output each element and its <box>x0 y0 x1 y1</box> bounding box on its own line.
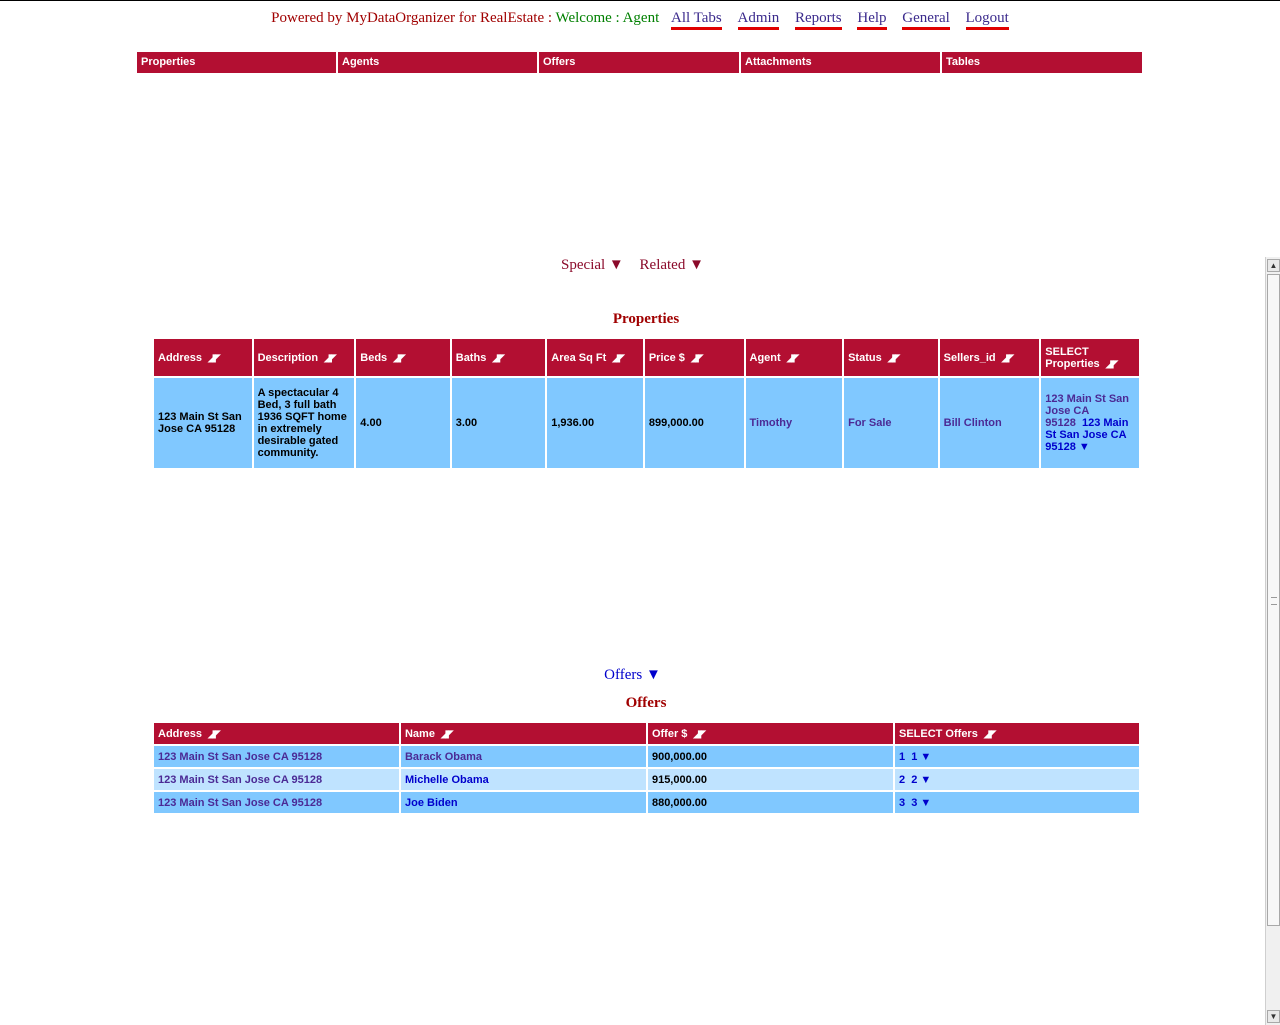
tab-properties[interactable]: Properties <box>137 52 336 73</box>
status-link[interactable]: For Sale <box>848 417 892 429</box>
sort-icon[interactable] <box>984 729 993 740</box>
cell-offer-name[interactable] <box>401 792 646 813</box>
grip-icon <box>1271 597 1277 605</box>
scroll-down-icon[interactable]: ▼ <box>1267 1010 1280 1023</box>
offer-name-link[interactable]: Joe Biden <box>404 796 458 809</box>
tab-agents[interactable]: Agents <box>338 52 537 73</box>
col-sellers-id[interactable]: Sellers_id◢◤ <box>940 339 1040 376</box>
cell-beds: 4.00 <box>356 378 449 468</box>
action-menus <box>0 257 1265 274</box>
scroll-thumb[interactable] <box>1267 274 1280 926</box>
offer-name-link[interactable]: Barack Obama <box>404 750 483 763</box>
offers-table <box>152 721 1141 815</box>
cell-agent[interactable] <box>746 378 843 468</box>
offers-menu-wrap <box>0 667 1265 684</box>
brand-text: Powered by MyDataOrganizer for RealEstate : <box>271 10 556 26</box>
col-area[interactable]: Area Sq Ft◢◤ <box>547 339 643 376</box>
cell-offer-select[interactable] <box>895 769 1139 790</box>
tab-offers[interactable]: Offers <box>539 52 739 73</box>
col-offer-name[interactable]: Name◢◤ <box>401 723 646 744</box>
cell-baths: 3.00 <box>452 378 546 468</box>
cell-offer-name[interactable] <box>401 746 646 767</box>
link-reports[interactable]: Reports <box>795 10 842 30</box>
col-description[interactable]: Description◢◤ <box>254 339 355 376</box>
cell-offer-amount: 900,000.00 <box>648 746 893 767</box>
table-row[interactable] <box>154 378 1139 468</box>
main-tab-bar <box>137 52 1142 73</box>
sort-icon[interactable] <box>787 353 796 364</box>
sort-icon[interactable] <box>691 353 700 364</box>
offers-header-row <box>154 723 1139 744</box>
cell-offer-name[interactable] <box>401 769 646 790</box>
offer-address-link[interactable]: 123 Main St San Jose CA 95128 <box>158 796 323 809</box>
link-help[interactable]: Help <box>857 10 886 30</box>
select-property-menu[interactable]: 123 Main St San Jose CA 95128 ▼ <box>1045 417 1129 453</box>
select-offer-menu[interactable]: 1 ▼ <box>911 750 932 763</box>
offer-name-link[interactable]: Michelle Obama <box>404 773 489 786</box>
sort-icon[interactable] <box>1106 359 1115 370</box>
sort-icon[interactable] <box>208 353 217 364</box>
select-offer-link[interactable]: 1 <box>898 750 906 763</box>
cell-offer-amount: 880,000.00 <box>648 792 893 813</box>
sort-icon[interactable] <box>1002 353 1011 364</box>
col-beds[interactable]: Beds◢◤ <box>356 339 449 376</box>
tab-tables[interactable]: Tables <box>942 52 1142 73</box>
sort-icon[interactable] <box>208 729 217 740</box>
select-offer-menu[interactable]: 2 ▼ <box>911 773 932 786</box>
col-offer-address[interactable]: Address◢◤ <box>154 723 399 744</box>
cell-price: 899,000.00 <box>645 378 744 468</box>
properties-table <box>152 337 1141 470</box>
sort-icon[interactable] <box>612 353 621 364</box>
cell-area: 1,936.00 <box>547 378 643 468</box>
offers-menu[interactable]: Offers ▼ <box>604 667 661 683</box>
cell-offer-address[interactable] <box>154 746 399 767</box>
link-all-tabs[interactable]: All Tabs <box>671 10 722 30</box>
sort-icon[interactable] <box>693 729 702 740</box>
col-price[interactable]: Price $◢◤ <box>645 339 744 376</box>
col-status[interactable]: Status◢◤ <box>844 339 938 376</box>
cell-address: 123 Main St San Jose CA 95128 <box>154 378 252 468</box>
cell-sellers-id[interactable] <box>940 378 1040 468</box>
seller-link[interactable]: Bill Clinton <box>943 417 1002 429</box>
col-offer-amount[interactable]: Offer $◢◤ <box>648 723 893 744</box>
table-row[interactable] <box>154 792 1139 813</box>
sort-icon[interactable] <box>492 353 501 364</box>
properties-caption: Properties <box>612 311 680 327</box>
sort-icon[interactable] <box>888 353 897 364</box>
link-general[interactable]: General <box>902 10 949 30</box>
cell-offer-address[interactable] <box>154 792 399 813</box>
table-row[interactable] <box>154 746 1139 767</box>
select-offer-menu[interactable]: 3 ▼ <box>911 796 932 809</box>
properties-header-row <box>154 339 1139 376</box>
vertical-scrollbar[interactable] <box>1265 257 1280 1025</box>
col-address[interactable]: Address◢◤ <box>154 339 252 376</box>
offer-address-link[interactable]: 123 Main St San Jose CA 95128 <box>158 750 323 763</box>
tab-attachments[interactable]: Attachments <box>741 52 940 73</box>
col-select-offers[interactable]: SELECT Offers◢◤ <box>895 723 1139 744</box>
select-offer-link[interactable]: 3 <box>898 796 906 809</box>
agent-link[interactable]: Timothy <box>749 417 793 429</box>
cell-offer-amount: 915,000.00 <box>648 769 893 790</box>
offers-caption: Offers <box>625 695 667 711</box>
link-logout[interactable]: Logout <box>966 10 1009 30</box>
cell-select[interactable] <box>1041 378 1139 468</box>
special-menu[interactable]: Special ▼ <box>561 257 624 273</box>
welcome-text: Welcome : Agent <box>555 10 660 26</box>
related-menu[interactable]: Related ▼ <box>639 257 704 273</box>
top-header <box>0 10 1280 27</box>
col-baths[interactable]: Baths◢◤ <box>452 339 546 376</box>
select-offer-link[interactable]: 2 <box>898 773 906 786</box>
col-select-properties[interactable]: SELECT Properties◢◤ <box>1041 339 1139 376</box>
cell-offer-select[interactable] <box>895 792 1139 813</box>
table-row[interactable] <box>154 769 1139 790</box>
link-admin[interactable]: Admin <box>738 10 780 30</box>
cell-status[interactable] <box>844 378 938 468</box>
offer-address-link[interactable]: 123 Main St San Jose CA 95128 <box>158 773 323 786</box>
sort-icon[interactable] <box>441 729 450 740</box>
sort-icon[interactable] <box>324 353 333 364</box>
cell-offer-select[interactable] <box>895 746 1139 767</box>
select-property-link[interactable]: 123 Main St San Jose CA 95128 <box>1045 393 1130 429</box>
scroll-up-icon[interactable]: ▲ <box>1267 259 1280 272</box>
cell-description: A spectacular 4 Bed, 3 full bath 1936 SQFT home in extremely desirable gated community. <box>254 378 355 468</box>
cell-offer-address[interactable] <box>154 769 399 790</box>
col-agent[interactable]: Agent◢◤ <box>746 339 843 376</box>
sort-icon[interactable] <box>393 353 402 364</box>
